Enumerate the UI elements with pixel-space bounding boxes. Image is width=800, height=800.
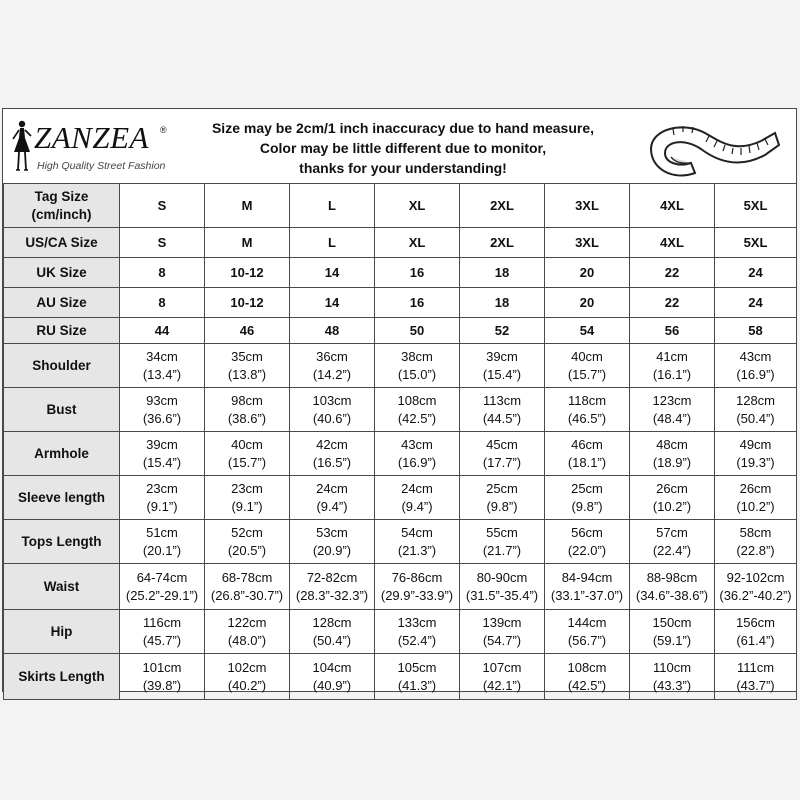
value-inch: (13.8”) [227,366,267,382]
measurement-cell [375,432,460,476]
size-value: 22 [630,288,715,318]
value-inch: (18.1”) [567,454,607,470]
value-inch: (17.7”) [482,454,522,470]
value-inch: (40.2”) [227,677,267,693]
value-inch: (39.8”) [142,677,182,693]
value-cm: 118cm [567,392,607,408]
value-inch: (22.0”) [567,542,607,558]
measurement-cell [715,610,797,654]
measurement-cell [375,520,460,564]
measurement-cell [545,564,630,610]
measurement-cell [460,344,545,388]
row-label: Waist [4,564,120,610]
value-cm: 34cm [146,348,178,364]
value-inch: (9.4”) [316,498,348,514]
measurement-cell [460,520,545,564]
row-label-line: US/CA Size [25,234,98,250]
size-value: XL [375,228,460,258]
size-value: 18 [460,258,545,288]
measurement-cell [120,610,205,654]
value-inch: (9.8”) [571,498,603,514]
value-inch: (28.3”-32.3”) [295,587,369,603]
measurement-cell [545,476,630,520]
measurement-cell [715,476,797,520]
value-inch: (42.5”) [567,677,607,693]
value-cm: 76-86cm [391,569,443,585]
measurement-cell [630,432,715,476]
size-row-au-size [4,288,797,318]
row-label [4,288,120,318]
size-rows [4,184,797,344]
value-cm: 36cm [316,348,348,364]
value-cm: 52cm [231,524,263,540]
measurement-cell [630,344,715,388]
row-label: Skirts Length [4,654,120,700]
value-cm: 43cm [401,436,433,452]
value-inch: (21.3”) [397,542,437,558]
value-cm: 24cm [401,480,433,496]
notice-line-1: Size may be 2cm/1 inch inaccuracy due to hand measure, [211,120,595,136]
value-cm: 113cm [482,392,522,408]
value-cm: 108cm [397,392,437,408]
value-cm: 64-74cm [136,569,188,585]
measurement-cell [460,610,545,654]
value-inch: (10.2”) [652,498,692,514]
notice-line-2: Color may be little different due to monitor, [259,140,547,156]
row-label [4,258,120,288]
size-value: 46 [205,318,290,344]
row-label: Shoulder [4,344,120,388]
measurement-cell [375,344,460,388]
measurement-cell [545,520,630,564]
row-label: Armhole [4,432,120,476]
row-label-line: (cm/inch) [31,206,92,222]
size-value: 22 [630,258,715,288]
value-cm: 56cm [571,524,603,540]
value-inch: (48.4”) [652,410,692,426]
value-inch: (40.6”) [312,410,352,426]
value-inch: (9.4”) [401,498,433,514]
value-cm: 23cm [231,480,263,496]
value-cm: 46cm [571,436,603,452]
row-label-line: AU Size [36,294,87,310]
value-inch: (36.6”) [142,410,182,426]
measurement-cell [205,344,290,388]
fashion-figure-icon [9,119,35,173]
measuring-tape-icon [643,111,783,181]
measurement-cell [715,520,797,564]
measurement-cell [630,520,715,564]
measurement-cell [120,388,205,432]
value-cm: 35cm [231,348,263,364]
value-cm: 108cm [567,659,607,675]
size-value: 48 [290,318,375,344]
size-value: 58 [715,318,797,344]
value-inch: (54.7”) [482,632,522,648]
value-cm: 38cm [401,348,433,364]
value-inch: (26.8”-30.7”) [210,587,284,603]
size-value: 50 [375,318,460,344]
measurement-cell [290,344,375,388]
size-value: S [120,228,205,258]
value-cm: 39cm [486,348,518,364]
value-cm: 42cm [316,436,348,452]
size-value: 3XL [545,228,630,258]
value-cm: 110cm [652,659,692,675]
value-cm: 92-102cm [726,569,785,585]
size-value: L [290,184,375,228]
value-cm: 57cm [656,524,688,540]
measurement-cell [630,654,715,700]
value-inch: (16.1”) [652,366,692,382]
value-cm: 72-82cm [306,569,358,585]
size-value: 16 [375,258,460,288]
value-cm: 39cm [146,436,178,452]
value-inch: (45.7”) [142,632,182,648]
value-cm: 49cm [739,436,772,452]
value-inch: (10.2”) [736,498,775,514]
measurement-cell [545,654,630,700]
measurement-cell [205,610,290,654]
measurement-cell [120,476,205,520]
value-cm: 98cm [231,392,263,408]
row-label [4,184,120,228]
value-inch: (16.5”) [312,454,352,470]
measurement-cell [460,564,545,610]
value-cm: 24cm [316,480,348,496]
value-cm: 150cm [652,614,692,630]
value-cm: 102cm [227,659,267,675]
value-inch: (20.9”) [312,542,352,558]
size-value: 14 [290,258,375,288]
measurement-cell [120,654,205,700]
value-cm: 80-90cm [476,569,528,585]
measurement-cell [460,388,545,432]
measurement-cell [715,654,797,700]
value-cm: 128cm [312,614,352,630]
value-cm: 107cm [482,659,522,675]
value-cm: 25cm [571,480,603,496]
measurement-cell [290,476,375,520]
value-inch: (15.7”) [227,454,267,470]
measurement-cell [460,654,545,700]
value-cm: 156cm [735,614,776,630]
value-inch: (29.9”-33.9”) [380,587,454,603]
value-cm: 55cm [486,524,518,540]
value-cm: 25cm [486,480,518,496]
size-value: 4XL [630,228,715,258]
row-label: Tops Length [4,520,120,564]
value-cm: 53cm [316,524,348,540]
size-value: 44 [120,318,205,344]
measurement-cell [375,476,460,520]
measurement-row-bust [4,388,797,432]
value-inch: (42.1”) [482,677,522,693]
measurement-cell [120,564,205,610]
measurement-row-sleeve-length [4,476,797,520]
measurement-cell [715,344,797,388]
value-cm: 128cm [735,392,776,408]
value-inch: (50.4”) [312,632,352,648]
measurement-cell [545,388,630,432]
value-cm: 48cm [656,436,688,452]
value-cm: 58cm [739,524,772,540]
size-value: 2XL [460,228,545,258]
size-value: M [205,228,290,258]
value-inch: (43.7”) [736,677,775,693]
measurement-cell [715,564,797,610]
measurement-cell [120,520,205,564]
brand-name: ZANZEA [34,120,149,155]
measurement-cell [290,564,375,610]
size-value: L [290,228,375,258]
size-value: 24 [715,258,797,288]
size-value: 4XL [630,184,715,228]
size-value: 5XL [715,184,797,228]
measurement-cell [205,564,290,610]
measurement-cell [290,432,375,476]
value-cm: 41cm [656,348,688,364]
size-value: 5XL [715,228,797,258]
size-value: 16 [375,288,460,318]
value-inch: (25.2”-29.1”) [125,587,199,603]
size-value: 3XL [545,184,630,228]
value-inch: (16.9”) [736,366,775,382]
size-value: 54 [545,318,630,344]
measurement-row-tops-length [4,520,797,564]
size-value: 56 [630,318,715,344]
size-value: M [205,184,290,228]
measurement-cell [205,432,290,476]
value-cm: 116cm [142,614,182,630]
value-cm: 101cm [142,659,182,675]
measurement-row-armhole [4,432,797,476]
size-value: 20 [545,258,630,288]
value-inch: (36.2”-40.2”) [719,587,792,603]
size-value: 8 [120,258,205,288]
measurement-row-shoulder [4,344,797,388]
value-inch: (59.1”) [652,632,692,648]
measurement-cell [375,564,460,610]
value-inch: (19.3”) [736,454,775,470]
measurement-cell [630,476,715,520]
value-inch: (16.9”) [397,454,437,470]
measurement-cell [630,564,715,610]
value-cm: 139cm [482,614,522,630]
measurement-cell [715,388,797,432]
value-inch: (44.5”) [482,410,522,426]
value-inch: (50.4”) [736,410,775,426]
value-cm: 68-78cm [221,569,273,585]
measurement-cell [205,520,290,564]
value-cm: 144cm [567,614,607,630]
value-cm: 26cm [656,480,688,496]
measurement-rows [4,344,797,700]
measurement-cell [375,654,460,700]
measurement-cell [460,476,545,520]
brand-logo [9,117,179,177]
value-inch: (15.4”) [482,366,522,382]
value-inch: (22.8”) [736,542,775,558]
size-row-us-ca-size [4,228,797,258]
value-cm: 43cm [739,348,772,364]
value-cm: 104cm [312,659,352,675]
value-inch: (9.1”) [231,498,263,514]
value-inch: (9.8”) [486,498,518,514]
value-inch: (31.5”-35.4”) [465,587,539,603]
row-label-line: RU Size [36,322,87,338]
size-value: 14 [290,288,375,318]
measurement-row-waist [4,564,797,610]
size-value: 2XL [460,184,545,228]
value-inch: (22.4”) [652,542,692,558]
row-label: Sleeve length [4,476,120,520]
measurement-cell [290,610,375,654]
value-cm: 122cm [227,614,267,630]
value-cm: 93cm [146,392,178,408]
value-inch: (48.0”) [227,632,267,648]
size-row-tag-size [4,184,797,228]
measurement-row-skirts-length [4,654,797,700]
measurement-cell [630,388,715,432]
value-cm: 51cm [146,524,178,540]
value-cm: 123cm [652,392,692,408]
value-cm: 45cm [486,436,518,452]
value-inch: (15.0”) [397,366,437,382]
value-inch: (14.2”) [312,366,352,382]
value-inch: (13.4”) [142,366,182,382]
value-inch: (52.4”) [397,632,437,648]
value-cm: 103cm [312,392,352,408]
row-label [4,318,120,344]
value-inch: (40.9”) [312,677,352,693]
measurement-notice [193,118,613,178]
value-inch: (42.5”) [397,410,437,426]
measurement-cell [205,388,290,432]
brand-tagline: High Quality Street Fashion [37,160,166,172]
row-label [4,228,120,258]
chart-header [3,109,796,184]
value-cm: 111cm [736,659,775,675]
measurement-cell [120,432,205,476]
value-cm: 40cm [571,348,603,364]
measurement-cell [460,432,545,476]
value-cm: 40cm [231,436,263,452]
measurement-cell [120,344,205,388]
value-inch: (20.1”) [142,542,182,558]
value-inch: (21.7”) [482,542,522,558]
registered-mark: ® [160,125,167,135]
value-cm: 26cm [739,480,772,496]
value-inch: (41.3”) [397,677,437,693]
size-row-ru-size [4,318,797,344]
value-inch: (56.7”) [567,632,607,648]
value-cm: 133cm [397,614,437,630]
value-cm: 88-98cm [646,569,698,585]
measurement-cell [290,520,375,564]
size-value: 24 [715,288,797,318]
value-inch: (20.5”) [227,542,267,558]
value-inch: (38.6”) [227,410,267,426]
size-value: 8 [120,288,205,318]
measurement-cell [715,432,797,476]
value-cm: 105cm [397,659,437,675]
size-row-uk-size [4,258,797,288]
value-inch: (15.7”) [567,366,607,382]
row-label-line: UK Size [36,264,87,280]
size-value: 10-12 [205,288,290,318]
measurement-cell [205,476,290,520]
row-label: Hip [4,610,120,654]
size-value: 20 [545,288,630,318]
measurement-cell [545,432,630,476]
size-value: 52 [460,318,545,344]
measurement-cell [545,610,630,654]
row-label-line: Tag Size [34,188,89,204]
value-inch: (9.1”) [146,498,178,514]
row-label: Bust [4,388,120,432]
notice-line-3: thanks for your understanding! [299,160,507,176]
value-inch: (34.6”-38.6”) [635,587,709,603]
value-cm: 84-94cm [561,569,613,585]
value-inch: (15.4”) [142,454,182,470]
size-value: 10-12 [205,258,290,288]
measurement-cell [290,388,375,432]
size-value: XL [375,184,460,228]
value-cm: 54cm [401,524,433,540]
value-inch: (46.5”) [567,410,607,426]
size-chart-sheet [2,108,797,692]
measurement-cell [290,654,375,700]
measurement-cell [545,344,630,388]
measurement-cell [375,610,460,654]
measurement-cell [375,388,460,432]
value-inch: (18.9”) [652,454,692,470]
size-value: S [120,184,205,228]
value-inch: (61.4”) [736,632,775,648]
measurement-cell [630,610,715,654]
measurement-cell [205,654,290,700]
size-value: 18 [460,288,545,318]
value-inch: (33.1”-37.0”) [550,587,624,603]
size-table [3,183,797,700]
value-cm: 23cm [146,480,178,496]
value-inch: (43.3”) [652,677,692,693]
measurement-row-hip [4,610,797,654]
